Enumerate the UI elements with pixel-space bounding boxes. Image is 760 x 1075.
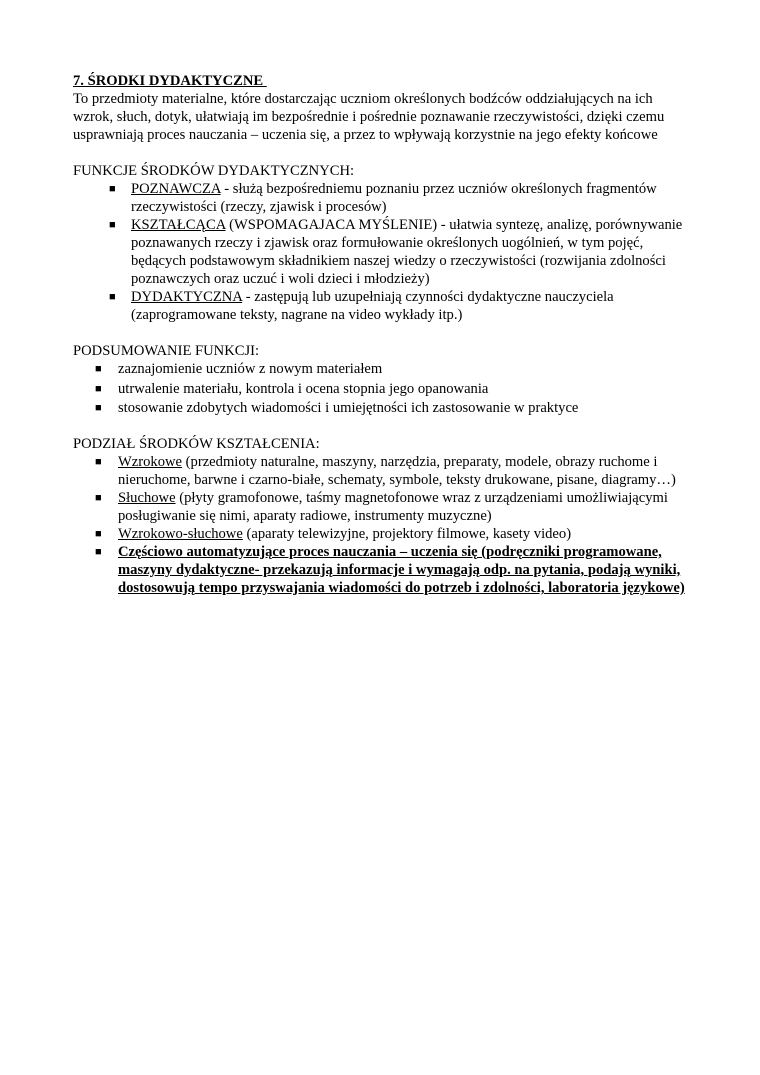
summary-list — [73, 360, 693, 417]
square-bullet-icon: ■ — [95, 363, 102, 375]
functions-title: FUNKCJE ŚRODKÓW DYDAKTYCZNYCH: — [73, 163, 355, 179]
square-bullet-icon: ■ — [109, 183, 116, 195]
functions-list — [73, 180, 693, 324]
function-desc: - służą bezpośredniemu poznaniu przez uczniów określonych fragmentów rzeczywistości (rzeczy, zjawisk i procesów) — [131, 181, 657, 215]
function-desc: (WSPOMAGAJACA MYŚLENIE) - ułatwia syntezę, analizę, porównywanie poznawanych rzeczy i zjawisk oraz formułowanie określonych uogólnień, w tym pojęć, będących podstawowym składnikiem naszej wiedzy o rzeczywistości (rozwijania zdolności poznawczych oraz uczuć i woli dzieci i młodzieży) — [131, 217, 683, 287]
list-item — [73, 525, 693, 543]
summary-title: PODSUMOWANIE FUNKCJI: — [73, 343, 260, 359]
square-bullet-icon: ■ — [109, 291, 116, 303]
square-bullet-icon: ■ — [95, 456, 102, 468]
division-desc: (płyty gramofonowe, taśmy magnetofonowe wraz z urządzeniami umożliwiającymi posługiwanie się nimi, aparaty radiowe, instrumenty muzyczne) — [118, 490, 668, 524]
list-item — [73, 216, 693, 288]
square-bullet-icon: ■ — [95, 402, 102, 414]
square-bullet-icon: ■ — [109, 219, 116, 231]
square-bullet-icon: ■ — [95, 492, 102, 504]
summary-text: zaznajomienie uczniów z nowym materiałem — [118, 361, 383, 377]
function-desc: - zastępują lub uzupełniają czynności dydaktyczne nauczyciela (zaprogramowane teksty, nagrane na video wykłady itp.) — [131, 289, 614, 323]
division-desc: (przedmioty naturalne, maszyny, narzędzia, preparaty, modele, obrazy ruchome i nieruchome, barwne i czarno-białe, schematy, symbole, teksty drukowane, pisane, diagramy…) — [118, 454, 676, 488]
function-term: KSZTAŁCĄCA — [131, 217, 226, 233]
division-term: Wzrokowe — [118, 454, 183, 470]
list-item — [73, 399, 693, 417]
division-desc: (aparaty telewizyjne, projektory filmowe, kasety video) — [242, 526, 572, 542]
square-bullet-icon: ■ — [95, 528, 102, 540]
document-page — [73, 72, 693, 597]
division-term: Wzrokowo-słuchowe — [118, 526, 243, 542]
list-item — [73, 489, 693, 525]
square-bullet-icon: ■ — [95, 546, 102, 558]
division-bold-item: Częściowo automatyzujące proces nauczania – uczenia się (podręczniki programowane, maszyny dydaktyczne- przekazują informacje i wymagają odp. na pytania, podają wyniki, dostosowują tempo przyswajania wiadomości do potrzeb i zdolności, laboratoria językowe) — [118, 544, 685, 596]
list-item — [73, 360, 693, 378]
section-heading: 7. ŚRODKI DYDAKTYCZNE — [73, 73, 267, 89]
summary-text: stosowanie zdobytych wiadomości i umiejętności ich zastosowanie w praktyce — [118, 400, 579, 416]
square-bullet-icon: ■ — [95, 382, 102, 395]
list-item — [73, 180, 693, 216]
function-term: POZNAWCZA — [131, 181, 221, 197]
division-term: Słuchowe — [118, 490, 176, 506]
list-item — [73, 453, 693, 489]
division-title: PODZIAŁ ŚRODKÓW KSZTAŁCENIA: — [73, 436, 320, 452]
division-list — [73, 453, 693, 597]
intro-paragraph: To przedmioty materialne, które dostarczając uczniom określonych bodźców oddziałujących na ich wzrok, słuch, dotyk, ułatwiają im bezpośrednie i pośrednie poznawanie rzeczywistości, dzięki czemu usprawniają proces nauczania – uczenia się, a przez to wpływają korzystnie na jego efekty końcowe — [73, 91, 665, 143]
list-item — [73, 380, 693, 398]
summary-text: utrwalenie materiału, kontrola i ocena stopnia jego opanowania — [118, 380, 489, 397]
list-item — [73, 543, 693, 597]
list-item — [73, 288, 693, 324]
function-term: DYDAKTYCZNA — [131, 289, 243, 305]
